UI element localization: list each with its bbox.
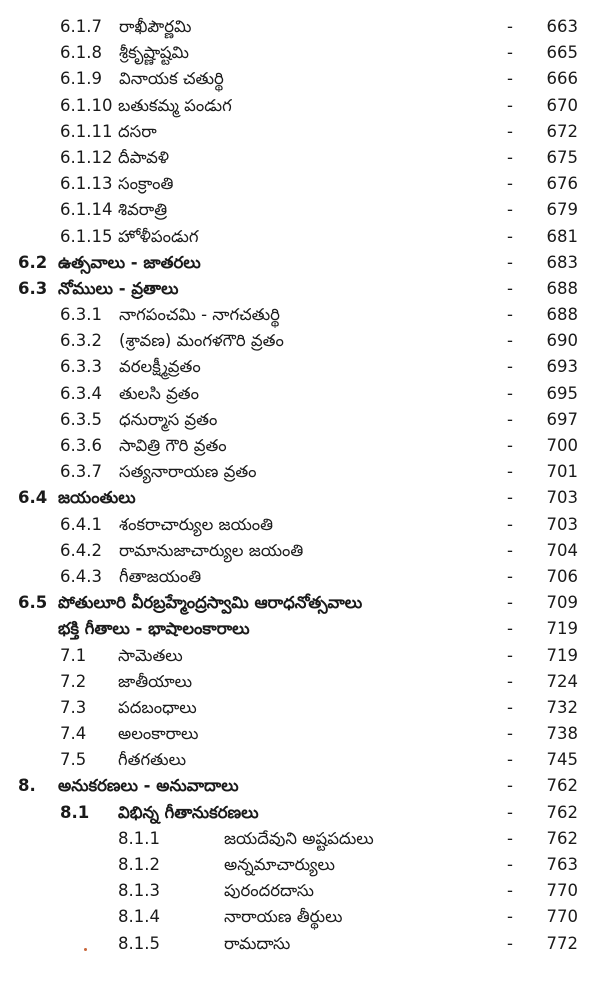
toc-entry: [0, 276, 600, 302]
toc-entry-page: 695: [546, 383, 578, 403]
toc-entry: [0, 328, 600, 354]
toc-entry-dash: -: [507, 540, 513, 560]
toc-entry-dash: -: [507, 828, 513, 848]
toc-entry-page: 663: [546, 17, 578, 36]
toc-entry-number: 6.3: [18, 278, 48, 298]
toc-entry-title: శ్రీకృష్ణాష్టమి: [119, 43, 190, 63]
toc-entry: [0, 878, 600, 904]
toc-entry: [0, 407, 600, 433]
toc-entry-page: 688: [546, 305, 578, 325]
toc-entry: [0, 145, 600, 171]
toc-entry-number: 7.3: [60, 697, 87, 717]
toc-entry: [0, 512, 600, 538]
toc-entry-dash: -: [507, 200, 513, 220]
toc-entry-number: 7.5: [60, 750, 87, 770]
toc-entry-number: 6.3.6: [60, 436, 102, 455]
toc-entry-page: 719: [546, 645, 578, 665]
toc-entry-page: 772: [546, 933, 578, 953]
toc-entry-page: 745: [546, 750, 578, 770]
toc-entry: [0, 433, 600, 459]
toc-entry-title: రాఖీపౌర్ణమి: [119, 17, 192, 36]
toc-entry-page: 732: [546, 697, 578, 717]
toc-entry-number: 8.: [18, 776, 36, 796]
toc-entry-title: బతుకమ్మ పండుగ: [118, 95, 232, 115]
toc-entry-title: నోములు - వ్రతాలు: [58, 278, 179, 298]
toc-entry-dash: -: [507, 488, 513, 508]
toc-entry-page: 693: [546, 357, 578, 377]
toc-entry: [0, 695, 600, 721]
toc-entry-page: 679: [546, 200, 578, 220]
toc-entry-number: 6.1.13: [60, 174, 113, 194]
toc-entry-title: సంక్రాంతి: [118, 174, 174, 194]
toc-entry: [0, 250, 600, 276]
toc-entry-number: 6.1.14: [60, 200, 113, 220]
toc-entry: [0, 14, 600, 40]
toc-entry: [0, 197, 600, 223]
toc-entry-dash: -: [507, 331, 513, 351]
toc-entry-page: 665: [546, 43, 578, 63]
toc-entry-title: తులసి వ్రతం: [119, 383, 200, 403]
toc-entry-number: 6.1.15: [60, 226, 113, 246]
toc-entry-dash: -: [507, 907, 513, 927]
toc-entry-dash: -: [507, 855, 513, 874]
toc-entry-page: 763: [546, 855, 578, 874]
toc-entry-number: 6.3.7: [60, 462, 102, 482]
toc-entry-title: జాతీయాలు: [118, 671, 193, 691]
toc-entry: [0, 669, 600, 695]
toc-entry-dash: -: [507, 881, 513, 901]
toc-entry-number: 8.1.1: [118, 828, 160, 848]
toc-entry-title: పదబంధాలు: [118, 697, 197, 717]
toc-entry-title: ధనుర్మాస వ్రతం: [119, 409, 218, 429]
toc-entry-title: రామానుజాచార్యుల జయంతి: [119, 540, 304, 560]
toc-entry-title: గీతగతులు: [118, 750, 187, 770]
toc-entry-dash: -: [507, 671, 513, 691]
toc-entry-page: 703: [546, 514, 578, 534]
toc-entry-dash: -: [507, 462, 513, 482]
toc-entry: [0, 590, 600, 616]
toc-entry-title: సామెతలు: [118, 645, 183, 665]
toc-entry-dash: -: [507, 724, 513, 744]
toc-entry: [0, 800, 600, 826]
toc-entry-title: ఉత్సవాలు - జాతరలు: [58, 252, 201, 272]
toc-entry: [0, 119, 600, 145]
toc-entry: [0, 485, 600, 511]
toc-entry-page: 709: [546, 593, 578, 613]
toc-entry-dash: -: [507, 436, 513, 455]
toc-entry-title: భక్తి గీతాలు - భాషాలంకారాలు: [58, 619, 250, 639]
toc-entry-dash: -: [507, 252, 513, 272]
toc-entry-title: అనుకరణలు - అనువాదాలు: [58, 776, 239, 796]
toc-entry-dash: -: [507, 593, 513, 613]
toc-entry-number: 6.1.12: [60, 147, 113, 167]
toc-entry: [0, 616, 600, 642]
toc-entry: [0, 904, 600, 930]
toc-entry: [0, 459, 600, 485]
toc-entry-number: 8.1.5: [118, 933, 160, 953]
toc-entry-page: 683: [546, 252, 578, 272]
toc-entry-number: 8.1.2: [118, 855, 160, 874]
toc-entry-page: 672: [546, 121, 578, 141]
toc-entry: [0, 721, 600, 747]
toc-entry-number: 6.4.3: [60, 566, 102, 586]
toc-entry-dash: -: [507, 95, 513, 115]
toc-entry-number: 6.3.3: [60, 357, 102, 377]
toc-entry: [0, 826, 600, 852]
toc-entry-title: సత్యనారాయణ వ్రతం: [119, 462, 257, 482]
toc-entry-page: 690: [546, 331, 578, 351]
toc-entry-title: వినాయక చతుర్థి: [119, 69, 224, 89]
toc-entry-page: 701: [546, 462, 578, 482]
toc-entry-title: హోళీపండుగ: [118, 226, 199, 246]
toc-entry-title: అన్నమాచార్యులు: [224, 855, 335, 874]
toc-entry-dash: -: [507, 802, 513, 822]
toc-entry-page: 719: [546, 619, 578, 639]
toc-entry-page: 681: [546, 226, 578, 246]
toc-entry-number: 6.4.2: [60, 540, 102, 560]
toc-entry: [0, 66, 600, 92]
toc-entry: [0, 564, 600, 590]
toc-entry-page: 675: [546, 147, 578, 167]
toc-entry-title: వరలక్ష్మీవ్రతం: [119, 357, 201, 377]
toc-entry-number: 6.1.7: [60, 17, 102, 36]
toc-entry: [0, 302, 600, 328]
toc-entry-title: రామదాసు: [224, 933, 291, 953]
toc-entry-number: 7.1: [60, 645, 87, 665]
toc-entry-number: 6.5: [18, 593, 48, 613]
toc-entry-page: 770: [546, 907, 578, 927]
toc-entry-page: 688: [546, 278, 578, 298]
toc-entry-dash: -: [507, 305, 513, 325]
toc-entry-number: 6.3.5: [60, 409, 102, 429]
toc-entry-page: 706: [546, 566, 578, 586]
toc-entry-title: నారాయణ తీర్థులు: [224, 907, 343, 927]
toc-entry-page: 724: [546, 671, 578, 691]
toc-entry-title: అలంకారాలు: [118, 724, 199, 744]
toc-entry-title: (శ్రావణ) మంగళగౌరి వ్రతం: [119, 331, 284, 351]
toc-entry: [0, 643, 600, 669]
toc-entry-number: 6.4: [18, 488, 48, 508]
toc-entry: [0, 381, 600, 407]
toc-entry-title: గీతాజయంతి: [119, 566, 202, 586]
toc-entry-number: 8.1.3: [118, 881, 160, 901]
toc-entry-dash: -: [507, 43, 513, 63]
toc-entry-number: 7.2: [60, 671, 87, 691]
toc-entry: [0, 40, 600, 66]
toc-entry-page: 704: [546, 540, 578, 560]
toc-entry-dash: -: [507, 69, 513, 89]
toc-entry-number: 6.1.11: [60, 121, 113, 141]
toc-entry-title: జయంతులు: [58, 488, 136, 508]
toc-entry-title: విభిన్న గీతానుకరణలు: [118, 802, 259, 822]
toc-entry-number: 8.1: [60, 802, 90, 822]
toc-entry-title: శివరాత్రి: [118, 200, 168, 220]
toc-entry-number: 8.1.4: [118, 907, 160, 927]
toc-entry-dash: -: [507, 17, 513, 36]
toc-entry: [0, 852, 600, 878]
toc-entry-dash: -: [507, 750, 513, 770]
toc-entry-title: జయదేవుని అష్టపదులు: [224, 828, 374, 848]
toc-entry-dash: -: [507, 174, 513, 194]
toc-entry-page: 676: [546, 174, 578, 194]
toc-entry-page: 697: [546, 409, 578, 429]
toc-entry: [0, 93, 600, 119]
toc-entry: [0, 773, 600, 799]
toc-entry-page: 762: [546, 802, 578, 822]
toc-entry-page: 762: [546, 828, 578, 848]
toc-entry-title: శంకరాచార్యుల జయంతి: [119, 514, 274, 534]
toc-entry-page: 770: [546, 881, 578, 901]
toc-entry-number: 6.3.4: [60, 383, 102, 403]
toc-entry-number: 6.2: [18, 252, 48, 272]
toc-entry-dash: -: [507, 933, 513, 953]
toc-entry-dash: -: [507, 383, 513, 403]
toc-entry-dash: -: [507, 776, 513, 796]
toc-entry-dash: -: [507, 357, 513, 377]
toc-entry: [0, 538, 600, 564]
toc-entry-dash: -: [507, 147, 513, 167]
toc-entry-page: 700: [546, 436, 578, 455]
toc-entry-page: 666: [546, 69, 578, 89]
toc-entry-title: పురందరదాసు: [224, 881, 314, 901]
toc-entry-title: నాగపంచమి - నాగచతుర్థి: [119, 305, 280, 325]
toc-entry-number: 6.1.8: [60, 43, 102, 63]
toc-entry-title: దీపావళి: [118, 147, 170, 167]
toc-entry-dash: -: [507, 645, 513, 665]
toc-entry-page: 703: [546, 488, 578, 508]
toc-entry-dash: -: [507, 566, 513, 586]
toc-entry-number: 6.1.9: [60, 69, 102, 89]
toc-entry-title: దసరా: [118, 121, 157, 141]
toc-entry: [0, 171, 600, 197]
toc-entry-number: 6.3.1: [60, 305, 102, 325]
toc-entry: [0, 931, 600, 957]
toc-entry-dash: -: [507, 121, 513, 141]
toc-entry-dash: -: [507, 278, 513, 298]
toc-entry-page: 670: [546, 95, 578, 115]
toc-entry-title: సావిత్రి గౌరి వ్రతం: [119, 436, 227, 455]
table-of-contents: [0, 14, 600, 957]
toc-entry-number: 6.3.2: [60, 331, 102, 351]
toc-entry-number: 6.1.10: [60, 95, 113, 115]
toc-entry: [0, 747, 600, 773]
toc-entry-dash: -: [507, 619, 513, 639]
toc-entry: [0, 224, 600, 250]
toc-entry-dash: -: [507, 697, 513, 717]
toc-entry-number: 7.4: [60, 724, 87, 744]
toc-entry-number: 6.4.1: [60, 514, 102, 534]
toc-entry-dash: -: [507, 514, 513, 534]
toc-entry-dash: -: [507, 409, 513, 429]
toc-entry-title: పోతులూరి వీరబ్రహ్మేంద్రస్వామి ఆరాధనోత్సవాలు: [58, 593, 363, 613]
ink-speck: [84, 948, 87, 951]
toc-entry-dash: -: [507, 226, 513, 246]
toc-entry: [0, 354, 600, 380]
toc-entry-page: 762: [546, 776, 578, 796]
toc-entry-page: 738: [546, 724, 578, 744]
